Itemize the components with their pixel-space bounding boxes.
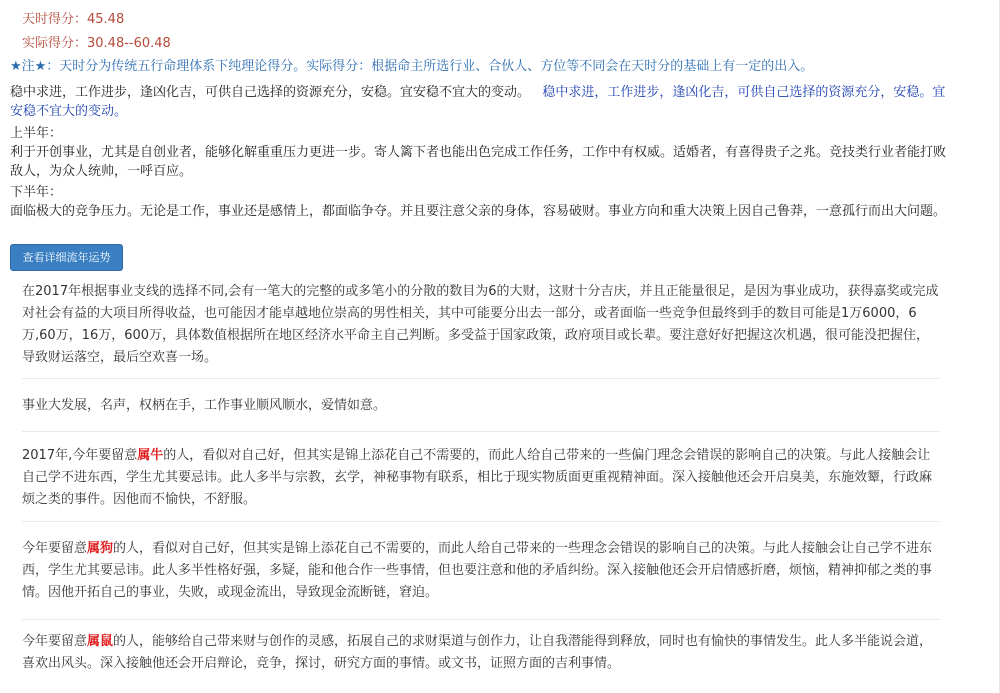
dog-card-after: 的人，看似对自己好，但其实是锦上添花自己不需要的，而此人给自己带来的一些理念会错误的影响自己的决策。与此人接触会让自己学不进东西，学生尤其要忌讳。此人多半性格好强，多疑，能和他合作一些事情，但也要注意和他的矛盾纠纷。深入接触他还会开启情感折磨，烦恼，精神抑郁之类的事情。因他开拓自己的事业，失败，或现金流出，导致现金流断链，窘迫。 — [22, 541, 933, 600]
career-card: 事业大发展，名声，权柄在手，工作事业顺风顺水，爱情如意。 — [22, 398, 387, 413]
dog-highlight: 属狗 — [87, 541, 114, 556]
ox-card-after: 的人，看似对自己好，但其实是锦上添花自己不需要的，而此人给自己带来的一些偏门理念会错误的影响自己的决策。与此人接触会让自己学不进东西，学生尤其要忌讳。此人多半与宗教，玄学，神秘事物有联系，相比于现实物质面更重视精神面。深入接触他还会开启臭美，东施效颦，行政麻烦之类的事件。因他而不愉快，不舒服。 — [22, 448, 933, 507]
ox-card — [22, 445, 942, 511]
divider — [22, 431, 940, 432]
rat-card-after: 的人，能够给自己带来财与创作的灵感，拓展自己的求财渠道与创作力，让自我潜能得到释放，同时也有愉快的事情发生。此人多半能说会道，喜欢出风头。深入接触他还会开启辩论，竞争，探讨，研究方面的事情。或文书，证照方面的吉利事情。 — [22, 634, 933, 671]
detailed-fortune-button[interactable]: 查看详细流年运势 — [10, 244, 123, 271]
rat-card-before: 今年要留意 — [22, 634, 88, 649]
dog-card — [22, 538, 942, 604]
year-summary — [10, 83, 950, 121]
first-half-text: 利于开创事业，尤其是自创业者，能够化解重重压力更进一步。寄人篱下者也能出色完成工作任务，工作中有权威。适婚者，有喜得贵子之兆。竞技类行业者能打败敌人，为众人统帅，一呼百应。 — [10, 145, 947, 179]
summary-plain: 稳中求进，工作进步，逢凶化吉，可供自己选择的资源充分，安稳。宜安稳不宜大的变动。 — [10, 85, 531, 100]
divider — [22, 378, 940, 379]
tianshi-score: 天时得分：45.48 — [22, 12, 125, 27]
summary-blue: 稳中求进，工作进步，逢凶化吉，可供自己选择的资源充分，安稳。宜安稳不宜大的变动。 — [10, 85, 946, 119]
rat-highlight: 属鼠 — [87, 634, 114, 649]
first-half-heading: 上半年： — [10, 126, 63, 141]
score-note: ★注★：天时分为传统五行命理体系下纯理论得分。实际得分：根据命主所选行业、合伙人、方位等不同会在天时分的基础上有一定的出入。 — [10, 59, 814, 74]
ox-highlight: 属牛 — [137, 448, 164, 463]
dog-card-before: 今年要留意 — [22, 541, 88, 556]
actual-score: 实际得分：30.48--60.48 — [22, 36, 171, 51]
wealth-card: 在2017年根据事业支线的选择不同,会有一笔大的完整的或多笔小的分散的数目为6的大财，这财十分吉庆，并且正能量很足，是因为事业成功，获得嘉奖或完成对社会有益的大项目所得收益，也可能因才能卓越地位崇高的男性相关，其中可能要分出去一部分，或者面临一些竞争但最终到手的数目可能是1万6000，6万,60万，16万，600万，具体数值根据所在地区经济水平命主自己判断。多受益于国家政策，政府项目或长辈。要注意好好把握这次机遇，很可能没把握住，导致财运落空，最后空欢喜一场。 — [22, 284, 939, 365]
rat-card — [22, 631, 942, 675]
second-half-text: 面临极大的竞争压力。无论是工作，事业还是感情上，都面临争夺。并且要注意父亲的身体，容易破财。事业方向和重大决策上因自己鲁莽，一意孤行而出大问题。 — [10, 204, 947, 219]
divider — [22, 521, 940, 522]
divider — [22, 619, 940, 620]
second-half-heading: 下半年： — [10, 185, 63, 200]
ox-card-before: 2017年,今年要留意 — [22, 448, 138, 463]
